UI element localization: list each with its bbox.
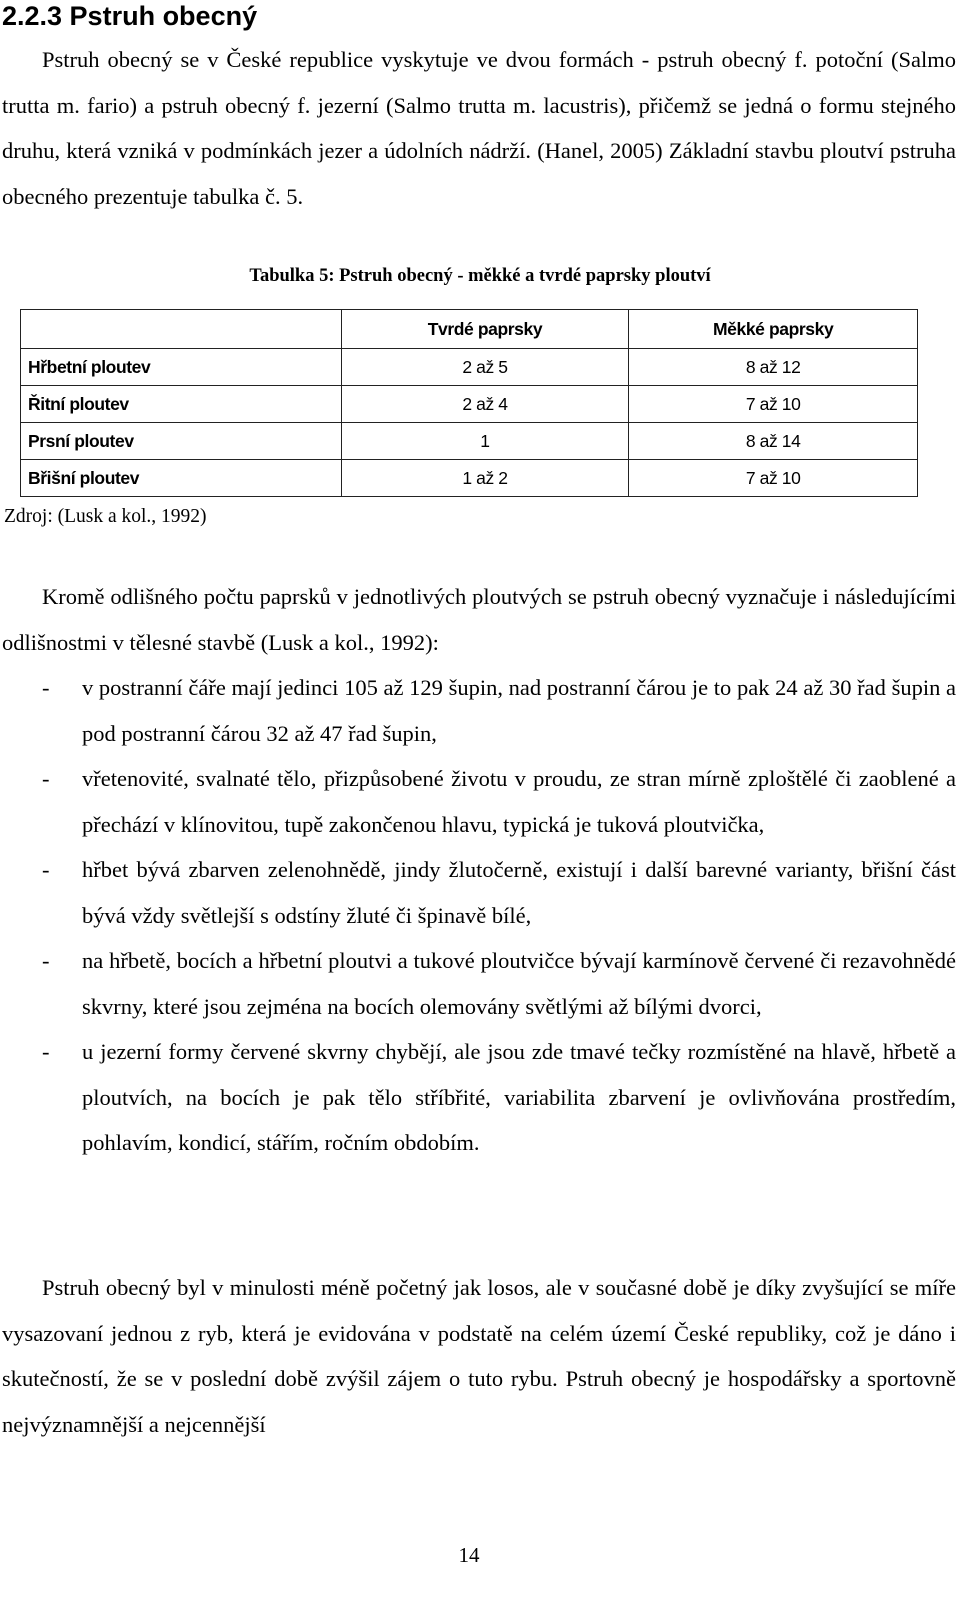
table-header-empty (21, 310, 342, 349)
table-row (21, 460, 918, 497)
hard-rays-value: 1 až 2 (341, 460, 629, 497)
table-header-hard-rays: Tvrdé paprsky (341, 310, 629, 349)
table-source: Zdroj: (Lusk a kol., 1992) (4, 506, 207, 527)
list-item-text: v postranní čáře mají jedinci 105 až 129 šupin, nad postranní čárou je to pak 24 až 30 řad šupin a pod postranní čárou 32 až 47 řad šupin, (82, 675, 956, 746)
list-item (0, 847, 956, 938)
list-item-text: hřbet bývá zbarven zelenohnědě, jindy žlutočerně, existují i další barevné varianty, břišní část bývá vždy světlejší s odstíny žluté či špinavě bílé, (82, 857, 956, 928)
page-number: 14 (458, 1543, 480, 1567)
list-item-text: na hřbetě, bocích a hřbetní ploutvi a tukové ploutvičce bývají karmínově červené či rezavohnědé skvrny, které jsou zejména na bocích olemovány světlými až bílými dvorci, (82, 948, 956, 1019)
hard-rays-value: 1 (341, 423, 629, 460)
feature-list (0, 665, 956, 1166)
table-caption: Tabulka 5: Pstruh obecný - měkké a tvrdé paprsky ploutví (249, 266, 711, 286)
row-label: Hřbetní ploutev (21, 349, 342, 386)
list-item-text: vřetenovité, svalnaté tělo, přizpůsobené životu v proudu, ze stran mírně zploštělé či zaoblené a přechází v klínovitou, tupě zakončenou hlavu, typická je tuková ploutvička, (82, 766, 956, 837)
table-row (21, 423, 918, 460)
list-dash: - (42, 1039, 50, 1064)
table-header-row (21, 310, 918, 349)
intro-paragraph: Pstruh obecný se v České republice vyskytuje ve dvou formách - pstruh obecný f. potoční (Salmo trutta m. fario) a pstruh obecný f. jezerní (Salmo trutta m. lacustris), přičemž se jedná o formu stejného druhu, která vzniká v podmínkách jezer a údolních nádrží. (Hanel, 2005) Základní stavbu ploutví pstruha obecného prezentuje tabulka č. 5. (2, 47, 956, 209)
table-row (21, 349, 918, 386)
list-item-text: u jezerní formy červené skvrny chybějí, ale jsou zde tmavé tečky rozmístěné na hlavě, hřbetě a ploutvích, na bocích je pak tělo stříbřité, variabilita zbarvení je ovlivňována prostředím, pohlavím, kondicí, stářím, ročním obdobím. (82, 1039, 956, 1155)
soft-rays-value: 8 až 12 (629, 349, 918, 386)
second-paragraph: Kromě odlišného počtu paprsků v jednotlivých ploutvých se pstruh obecný vyznačuje i následujícími odlišnostmi v tělesné stavbě (Lusk a kol., 1992): (2, 584, 956, 655)
row-label: Břišní ploutev (21, 460, 342, 497)
hard-rays-value: 2 až 5 (341, 349, 629, 386)
soft-rays-value: 7 až 10 (629, 386, 918, 423)
list-item (0, 938, 956, 1029)
list-dash: - (42, 766, 50, 791)
section-heading: 2.2.3 Pstruh obecný (2, 1, 258, 31)
soft-rays-value: 7 až 10 (629, 460, 918, 497)
list-dash: - (42, 948, 50, 973)
hard-rays-value: 2 až 4 (341, 386, 629, 423)
table-row (21, 386, 918, 423)
soft-rays-value: 8 až 14 (629, 423, 918, 460)
list-dash: - (42, 675, 50, 700)
list-item (0, 665, 956, 756)
table-header-soft-rays: Měkké paprsky (629, 310, 918, 349)
fin-rays-table (20, 309, 918, 497)
third-paragraph: Pstruh obecný byl v minulosti méně početný jak losos, ale v současné době je díky zvyšující se míře vysazovaní jednou z ryb, která je evidována v podstatě na celém území České republiky, což je dáno i skutečností, že se v poslední době zvýšil zájem o tuto rybu. Pstruh obecný je hospodářsky a sportovně nejvýznamnější a nejcennější (2, 1275, 956, 1437)
list-item (0, 1029, 956, 1166)
list-item (0, 756, 956, 847)
list-dash: - (42, 857, 50, 882)
row-label: Řitní ploutev (21, 386, 342, 423)
row-label: Prsní ploutev (21, 423, 342, 460)
